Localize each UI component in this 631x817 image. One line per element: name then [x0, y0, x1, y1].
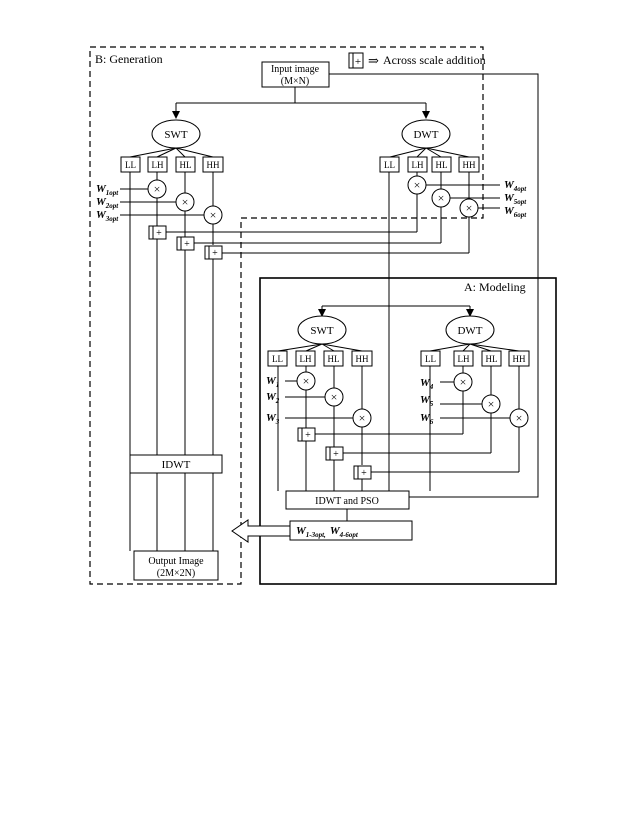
svg-text:×: ×: [302, 374, 310, 388]
modeling-dwt-label: DWT: [457, 325, 483, 337]
legend-text: Across scale addition: [383, 53, 486, 67]
weight-w6opt-label: $W_{6opt}$: [504, 205, 527, 219]
subband-hl: HL: [435, 160, 448, 170]
legend-plus: +: [354, 56, 362, 68]
svg-text:+: +: [156, 228, 162, 239]
idwt-label: IDWT: [161, 459, 191, 471]
modeling-swt-label: SWT: [310, 325, 334, 337]
weight-w4-label: $W_4$: [420, 377, 434, 391]
generation-swt-label: SWT: [164, 129, 188, 141]
subband-lh: LH: [151, 160, 164, 170]
legend-arrow: ⇒: [368, 53, 379, 68]
weight-w2opt-label: $W_{2opt}$: [96, 196, 119, 210]
svg-text:×: ×: [153, 182, 161, 196]
subband-lh: LH: [457, 354, 470, 364]
subband-ll: LL: [384, 160, 395, 170]
subband-lh: LH: [299, 354, 312, 364]
weight-w4opt-label: $W_{4opt}$: [504, 179, 527, 193]
generation-swt-subbands: [121, 157, 223, 172]
idwt-pso-label: IDWT and PSO: [315, 496, 379, 507]
input-image-label: Input image: [270, 64, 320, 75]
svg-text:×: ×: [330, 390, 338, 404]
subband-hl: HL: [327, 354, 340, 364]
subband-ll: LL: [425, 354, 436, 364]
output-image-size: (2M×2N): [156, 568, 196, 579]
subband-hh: HH: [512, 354, 526, 364]
generation-dwt-label: DWT: [413, 129, 439, 141]
weight-w6-label: $W_6$: [420, 412, 434, 426]
generation-multipliers-dwt: [408, 176, 478, 217]
weight-w5-label: $W_5$: [420, 394, 434, 408]
output-image-label: Output Image: [148, 556, 204, 567]
svg-text:+: +: [184, 239, 190, 250]
weight-w1-label: $W_1$: [266, 375, 280, 389]
weight-w5opt-label: $W_{5opt}$: [504, 192, 527, 206]
svg-text:+: +: [361, 468, 367, 479]
subband-hl: HL: [179, 160, 192, 170]
generation-region-label: B: Generation: [95, 52, 163, 66]
svg-text:×: ×: [487, 397, 495, 411]
weight-w3-label: $W_3$: [266, 412, 280, 426]
subband-hh: HH: [462, 160, 476, 170]
subband-hh: HH: [206, 160, 220, 170]
svg-text:+: +: [333, 449, 339, 460]
optimized-weights-label: $W_{1-3opt,}$ $W_{4-6opt}$: [296, 525, 358, 539]
modeling-dwt-subbands: [421, 351, 529, 366]
svg-text:×: ×: [209, 208, 217, 222]
input-image-size: (M×N): [280, 76, 310, 87]
svg-text:×: ×: [358, 411, 366, 425]
svg-text:×: ×: [465, 201, 473, 215]
generation-dwt-subbands: [380, 157, 479, 172]
svg-text:×: ×: [181, 195, 189, 209]
subband-lh: LH: [411, 160, 424, 170]
subband-hl: HL: [485, 354, 498, 364]
weight-w1opt-label: $W_{1opt}$: [96, 183, 119, 197]
modeling-swt-subbands: [268, 351, 372, 366]
subband-ll: LL: [125, 160, 136, 170]
svg-text:×: ×: [459, 375, 467, 389]
svg-text:+: +: [305, 430, 311, 441]
svg-text:×: ×: [413, 178, 421, 192]
subband-ll: LL: [272, 354, 283, 364]
subband-hh: HH: [355, 354, 369, 364]
svg-text:×: ×: [437, 191, 445, 205]
svg-text:×: ×: [515, 411, 523, 425]
svg-text:+: +: [212, 248, 218, 259]
weight-w2-label: $W_2$: [266, 391, 280, 405]
weight-w3opt-label: $W_{3opt}$: [96, 209, 119, 223]
modeling-region-label: A: Modeling: [464, 280, 526, 294]
legend: [349, 53, 486, 68]
